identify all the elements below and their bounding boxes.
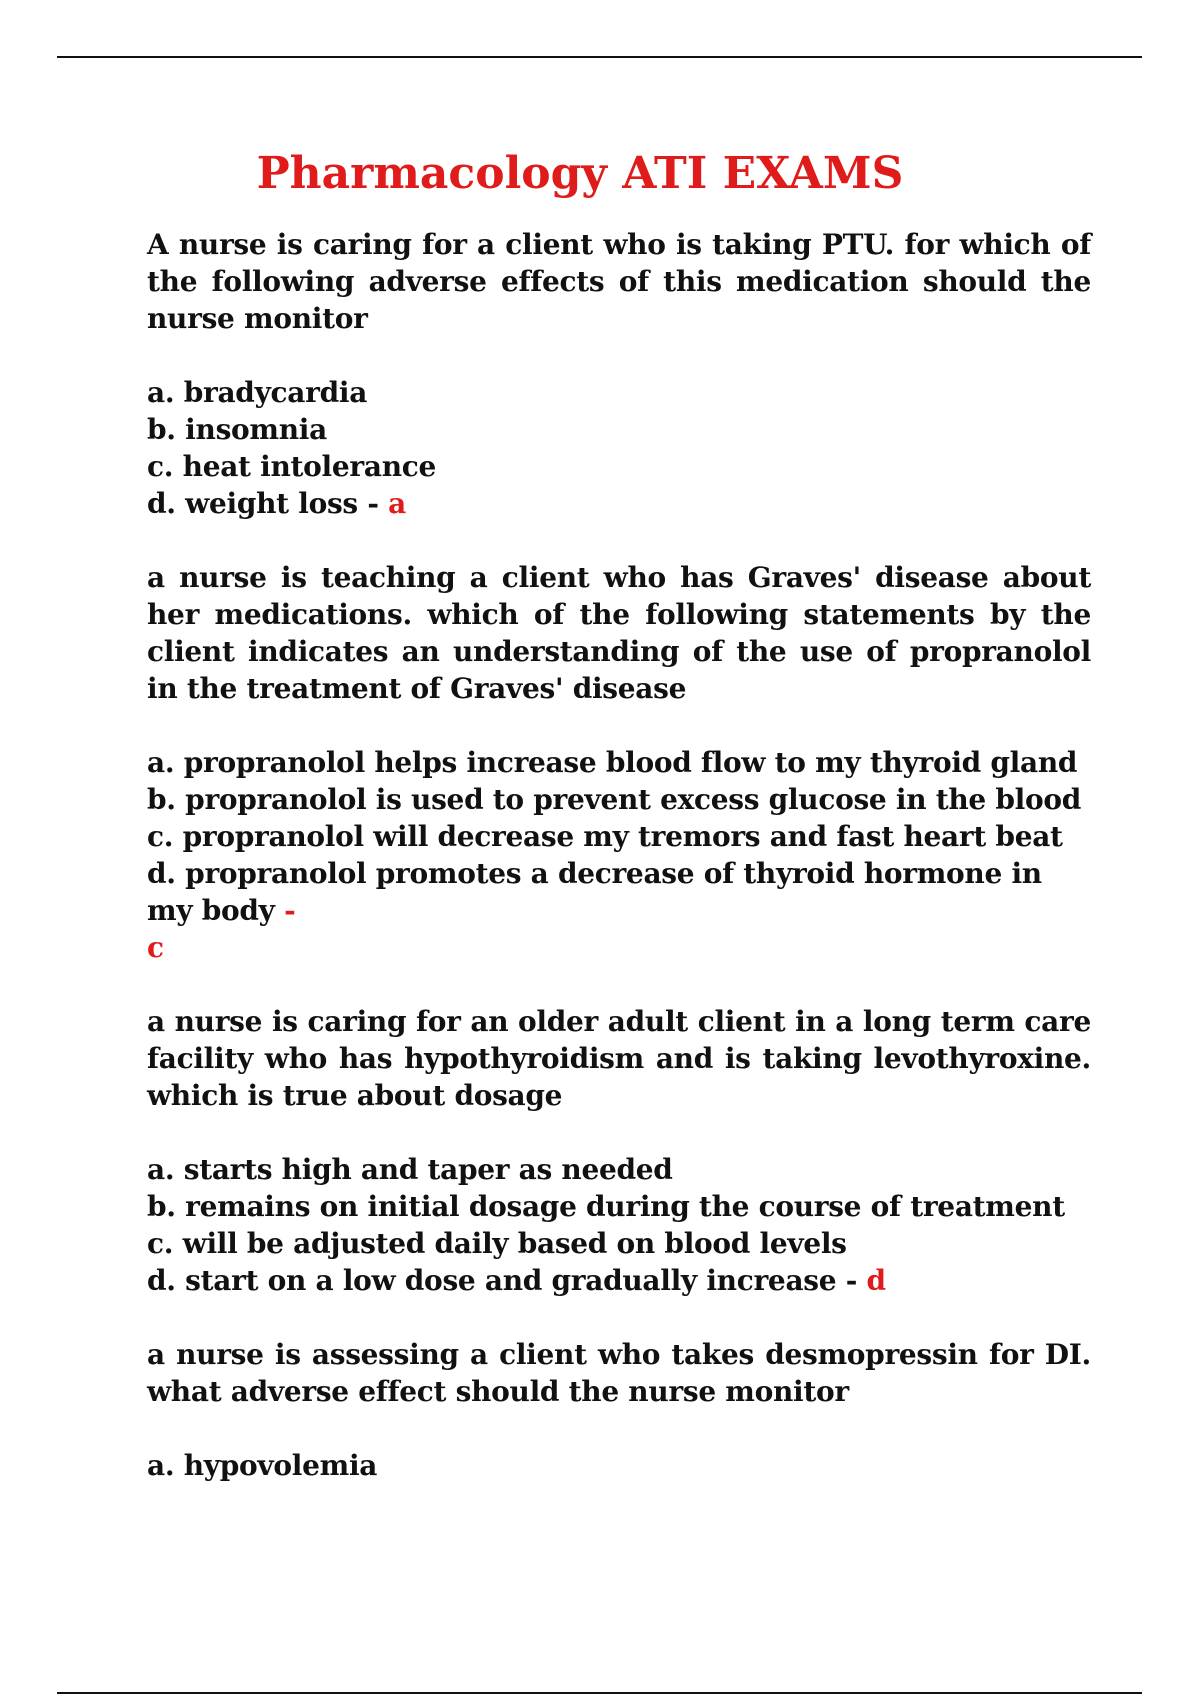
answer-separator: - (357, 487, 389, 520)
top-rule (57, 56, 1142, 58)
questions-content (147, 226, 1091, 1521)
bottom-rule (57, 1692, 1142, 1694)
option-item-last (147, 1262, 1091, 1299)
option-list (147, 1447, 1091, 1484)
option-item: b. propranolol is used to prevent excess glucose in the blood (147, 783, 1082, 816)
option-item: c. propranolol will decrease my tremors and fast heart beat (147, 820, 1063, 853)
option-item-last (147, 485, 1091, 522)
question-block (147, 1336, 1091, 1484)
option-item: b. insomnia (147, 413, 327, 446)
option-text: d. propranolol promotes a decrease of thyroid hormone in my body (147, 857, 1042, 927)
option-item-last (147, 855, 1091, 966)
question-text: a nurse is caring for an older adult client in a long term care facility who has hypothyroidism and is taking levothyroxine. which is true about dosage (147, 1005, 1091, 1112)
option-item: a. hypovolemia (147, 1449, 378, 1482)
option-text: d. start on a low dose and gradually increase (147, 1264, 837, 1297)
question-text: a nurse is assessing a client who takes desmopressin for DI. what adverse effect should the nurse monitor (147, 1338, 1091, 1408)
option-item: a. starts high and taper as needed (147, 1153, 673, 1186)
page-title: Pharmacology ATI EXAMS (256, 148, 904, 199)
answer-key: c (147, 931, 164, 964)
question-text: a nurse is teaching a client who has Graves' disease about her medications. which of the following statements by the client indicates an understanding of the use of propranolol in the treatment of Graves' disease (147, 561, 1091, 705)
option-list (147, 744, 1091, 966)
option-list (147, 374, 1091, 522)
answer-separator: - (836, 1264, 867, 1297)
option-item: a. bradycardia (147, 376, 368, 409)
question-block (147, 1003, 1091, 1299)
question-block (147, 559, 1091, 966)
answer-key: a (388, 487, 406, 520)
answer-key: d (866, 1264, 886, 1297)
option-item: b. remains on initial dosage during the course of treatment (147, 1190, 1065, 1223)
question-text: A nurse is caring for a client who is taking PTU. for which of the following adverse effects of this medication should the nurse monitor (147, 228, 1091, 335)
option-item: c. heat intolerance (147, 450, 437, 483)
option-item: c. will be adjusted daily based on blood levels (147, 1227, 847, 1260)
option-text: d. weight loss (147, 487, 358, 520)
option-list (147, 1151, 1091, 1299)
question-block (147, 226, 1091, 522)
option-item: a. propranolol helps increase blood flow to my thyroid gland (147, 746, 1078, 779)
answer-separator: - (274, 894, 296, 927)
